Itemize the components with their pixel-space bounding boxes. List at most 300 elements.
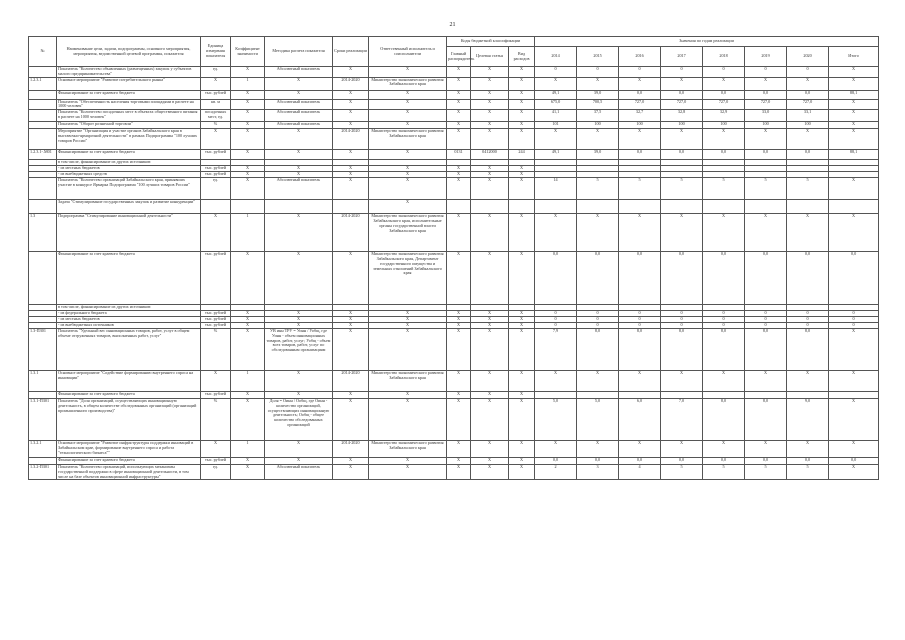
row-kbk-grbs: X bbox=[447, 214, 471, 252]
row-year-value: 0 bbox=[787, 310, 829, 316]
row-year-value: 100 bbox=[745, 122, 787, 129]
row-number bbox=[29, 67, 57, 78]
row-kbk-type: X bbox=[509, 178, 535, 200]
row-name: в том числе, финансирование из других источников: bbox=[57, 160, 201, 166]
row-number: 1.3-ПЗ01 bbox=[29, 328, 57, 370]
row-weight: 1 bbox=[231, 440, 265, 457]
row-kbk-grbs: 0131 bbox=[447, 150, 471, 160]
row-year-value: X bbox=[619, 129, 661, 150]
row-kbk-type: X bbox=[509, 77, 535, 90]
row-year-value: 0,0 bbox=[703, 457, 745, 464]
row-term: X bbox=[333, 150, 369, 160]
table-row bbox=[29, 370, 879, 391]
row-weight: X bbox=[231, 316, 265, 322]
row-year-value: 0 bbox=[577, 67, 619, 78]
row-total: 0,0 bbox=[829, 457, 879, 464]
row-kbk-grbs: X bbox=[447, 110, 471, 122]
row-method: X bbox=[265, 440, 333, 457]
header-year: 2016 bbox=[619, 47, 661, 67]
row-kbk-target: X bbox=[471, 67, 509, 78]
row-executor: X bbox=[369, 67, 447, 78]
row-name: Показатель "Количество организаций Забайкальского края, принявших участие в конкурсе Ярмарка Подпрограмма "100 лучших товаров России" bbox=[57, 178, 201, 200]
row-name: - из местных бюджетов bbox=[57, 166, 201, 172]
row-weight: X bbox=[231, 310, 265, 316]
row-year-value: 5 bbox=[787, 178, 829, 200]
row-year-value: 5,0 bbox=[577, 398, 619, 440]
header-kbk: Коды бюджетной классификации bbox=[447, 37, 535, 47]
table-row bbox=[29, 398, 879, 440]
row-kbk-grbs: X bbox=[447, 67, 471, 78]
header-year: 2020 bbox=[787, 47, 829, 67]
row-kbk-grbs: X bbox=[447, 122, 471, 129]
row-year-value bbox=[745, 200, 787, 214]
row-year-value: 0,0 bbox=[745, 457, 787, 464]
row-year-value: 32,7 bbox=[619, 110, 661, 122]
row-kbk-grbs: X bbox=[447, 391, 471, 398]
row-year-value: 33,1 bbox=[787, 110, 829, 122]
row-number bbox=[29, 252, 57, 305]
row-year-value: 49,1 bbox=[535, 90, 577, 99]
row-year-value: 8,0 bbox=[787, 328, 829, 370]
row-year-value bbox=[661, 200, 703, 214]
row-unit: тыс. рублей bbox=[201, 457, 231, 464]
header-executor: Ответственный исполнитель и соисполнители bbox=[369, 37, 447, 67]
row-year-value: 0 bbox=[703, 310, 745, 316]
row-executor: X bbox=[369, 122, 447, 129]
program-table bbox=[28, 36, 879, 480]
row-executor: X bbox=[369, 150, 447, 160]
row-term: X bbox=[333, 110, 369, 122]
row-unit bbox=[201, 200, 231, 214]
row-year-value: 5 bbox=[661, 178, 703, 200]
row-year-value: 0 bbox=[787, 316, 829, 322]
row-weight: X bbox=[231, 391, 265, 398]
row-total: X bbox=[829, 67, 879, 78]
row-year-value: 0,0 bbox=[745, 252, 787, 305]
row-year-value: X bbox=[703, 129, 745, 150]
row-kbk-target: X bbox=[471, 370, 509, 391]
row-kbk-type: X bbox=[509, 122, 535, 129]
row-unit: кв. м bbox=[201, 99, 231, 110]
row-year-value: 5 bbox=[661, 464, 703, 479]
row-total bbox=[829, 200, 879, 214]
row-term: 2014-2020 bbox=[333, 129, 369, 150]
row-weight: X bbox=[231, 398, 265, 440]
row-year-value: 0 bbox=[703, 316, 745, 322]
row-name: Показатель "Доля организаций, осуществляющих инновационную деятельность, в общем количестве обследованных организаций (организаций промышленного производства)" bbox=[57, 398, 201, 440]
row-kbk-target: X bbox=[471, 398, 509, 440]
row-name: Задача "Стимулирование государственных закупок и развитие конкуренции" bbox=[57, 200, 201, 214]
row-year-value: 32,8 bbox=[661, 110, 703, 122]
row-kbk-grbs: X bbox=[447, 457, 471, 464]
row-weight: X bbox=[231, 464, 265, 479]
row-number bbox=[29, 90, 57, 99]
row-year-value: 39,0 bbox=[577, 90, 619, 99]
row-year-value: 5,0 bbox=[535, 398, 577, 440]
row-number bbox=[29, 110, 57, 122]
row-weight: X bbox=[231, 328, 265, 370]
row-year-value: X bbox=[535, 440, 577, 457]
row-executor: X bbox=[369, 457, 447, 464]
table-row bbox=[29, 440, 879, 457]
row-term: X bbox=[333, 391, 369, 398]
row-name: Финансирование за счет краевого бюджета bbox=[57, 252, 201, 305]
row-kbk-target: X bbox=[471, 166, 509, 172]
row-year-value: 0 bbox=[577, 322, 619, 328]
row-name: - из местных бюджетов bbox=[57, 316, 201, 322]
row-number: 1.3.1-ПЗ01 bbox=[29, 398, 57, 440]
row-weight: X bbox=[231, 172, 265, 178]
row-kbk-target: X bbox=[471, 310, 509, 316]
row-kbk-target: X bbox=[471, 110, 509, 122]
row-year-value: X bbox=[703, 214, 745, 252]
row-year-value: 0,0 bbox=[577, 457, 619, 464]
row-unit: тыс. рублей bbox=[201, 252, 231, 305]
row-kbk-target: X bbox=[471, 99, 509, 110]
row-year-value: 0,0 bbox=[787, 150, 829, 160]
row-unit: X bbox=[201, 214, 231, 252]
row-year-value: 100 bbox=[703, 122, 745, 129]
row-kbk-target: X bbox=[471, 77, 509, 90]
row-kbk-type: X bbox=[509, 110, 535, 122]
row-unit: тыс. рублей bbox=[201, 90, 231, 99]
row-name: - из федерального бюджета bbox=[57, 310, 201, 316]
row-kbk-type: X bbox=[509, 67, 535, 78]
row-year-value: 0,0 bbox=[703, 150, 745, 160]
row-kbk-type: X bbox=[509, 391, 535, 398]
row-year-value: 5 bbox=[703, 464, 745, 479]
row-year-value: 700,5 bbox=[577, 99, 619, 110]
row-total: 0 bbox=[829, 316, 879, 322]
row-unit: X bbox=[201, 129, 231, 150]
row-kbk-target: X bbox=[471, 464, 509, 479]
row-term: 2014-2020 bbox=[333, 370, 369, 391]
row-year-value: 39,0 bbox=[577, 150, 619, 160]
row-method bbox=[265, 200, 333, 214]
row-year-value: 8,0 bbox=[703, 328, 745, 370]
row-year-value: X bbox=[703, 440, 745, 457]
row-kbk-grbs: X bbox=[447, 398, 471, 440]
row-number: 1.2.3.1 bbox=[29, 77, 57, 90]
row-kbk-grbs: X bbox=[447, 99, 471, 110]
row-weight: 1 bbox=[231, 77, 265, 90]
row-kbk-type: X bbox=[509, 440, 535, 457]
row-unit: X bbox=[201, 77, 231, 90]
row-year-value: X bbox=[745, 370, 787, 391]
row-year-value: 727,0 bbox=[619, 99, 661, 110]
row-year-value: 0 bbox=[745, 67, 787, 78]
row-year-value: 0 bbox=[787, 67, 829, 78]
row-total: 0,0 bbox=[829, 252, 879, 305]
row-kbk-type: X bbox=[509, 457, 535, 464]
row-unit: % bbox=[201, 328, 231, 370]
row-method: X bbox=[265, 391, 333, 398]
table-row bbox=[29, 110, 879, 122]
row-year-value: 0 bbox=[703, 67, 745, 78]
table-row bbox=[29, 99, 879, 110]
row-year-value: 0 bbox=[619, 67, 661, 78]
row-kbk-grbs: X bbox=[447, 310, 471, 316]
row-kbk-grbs: X bbox=[447, 129, 471, 150]
row-name: Основное мероприятие "Содействие формированию внутреннего спроса на инновации" bbox=[57, 370, 201, 391]
row-year-value: 0,0 bbox=[619, 457, 661, 464]
row-kbk-type: 244 bbox=[509, 150, 535, 160]
row-term: 2014-2020 bbox=[333, 440, 369, 457]
row-executor: X bbox=[369, 322, 447, 328]
header-kbk-grbs: Главный распорядитель bbox=[447, 47, 471, 67]
row-year-value: 0,0 bbox=[703, 252, 745, 305]
row-name: Показатель "Обеспеченность населения торговыми площадями в расчете на 1000 человек" bbox=[57, 99, 201, 110]
row-year-value: X bbox=[619, 77, 661, 90]
row-kbk-target: X bbox=[471, 90, 509, 99]
row-unit: тыс. рублей bbox=[201, 150, 231, 160]
row-year-value: X bbox=[661, 370, 703, 391]
row-name: Мероприятие "Организация и участие органов Забайкальского края в выставочно-ярмарочной деятельности" в рамках Подпрограммы "100 лучших товаров России" bbox=[57, 129, 201, 150]
row-unit: X bbox=[201, 370, 231, 391]
row-total: 0 bbox=[829, 310, 879, 316]
row-method: X bbox=[265, 457, 333, 464]
row-term: X bbox=[333, 464, 369, 479]
row-kbk-type: X bbox=[509, 310, 535, 316]
row-name: Основное мероприятие "Развитие потребительского рынка" bbox=[57, 77, 201, 90]
row-year-value: X bbox=[535, 77, 577, 90]
row-kbk-target: X bbox=[471, 322, 509, 328]
row-year-value: X bbox=[787, 129, 829, 150]
header-unit: Единица измерения показателя bbox=[201, 37, 231, 67]
row-total: X bbox=[829, 214, 879, 252]
row-year-value bbox=[787, 200, 829, 214]
row-method: УВ инн ТРУ = Уинн / Уобщ, где Уинн - объем инновационных товаров, работ, услуг; Уобщ - объем всех товаров, работ, услуг по обследованным организациям bbox=[265, 328, 333, 370]
row-year-value: 101 bbox=[535, 122, 577, 129]
row-year-value: 100 bbox=[619, 122, 661, 129]
row-kbk-type: X bbox=[509, 398, 535, 440]
row-weight: X bbox=[231, 129, 265, 150]
row-year-value: 32,9 bbox=[703, 110, 745, 122]
row-term: X bbox=[333, 67, 369, 78]
row-year-value: 0,0 bbox=[535, 252, 577, 305]
row-unit: ед. bbox=[201, 178, 231, 200]
row-year-value: 0 bbox=[661, 67, 703, 78]
row-year-value: X bbox=[703, 77, 745, 90]
row-year-value: X bbox=[577, 77, 619, 90]
row-method: X bbox=[265, 172, 333, 178]
row-kbk-type: X bbox=[509, 172, 535, 178]
row-executor: X bbox=[369, 310, 447, 316]
row-kbk-grbs: X bbox=[447, 322, 471, 328]
row-year-value: 0 bbox=[703, 322, 745, 328]
row-executor: X bbox=[369, 391, 447, 398]
row-year-value: 8,0 bbox=[577, 328, 619, 370]
row-kbk-target: X bbox=[471, 172, 509, 178]
row-term: X bbox=[333, 178, 369, 200]
row-kbk-type: X bbox=[509, 328, 535, 370]
row-term: X bbox=[333, 166, 369, 172]
row-year-value: 0 bbox=[661, 322, 703, 328]
row-name: Финансирование за счет краевого бюджета bbox=[57, 90, 201, 99]
row-year-value: 49,1 bbox=[535, 150, 577, 160]
row-year-value: X bbox=[787, 214, 829, 252]
header-year: 2018 bbox=[703, 47, 745, 67]
row-weight: X bbox=[231, 99, 265, 110]
row-year-value: X bbox=[535, 214, 577, 252]
table-row bbox=[29, 464, 879, 479]
row-method: X bbox=[265, 316, 333, 322]
row-year-value: X bbox=[619, 370, 661, 391]
row-year-value: 0,0 bbox=[787, 90, 829, 99]
row-number bbox=[29, 178, 57, 200]
header-year: 2014 bbox=[535, 47, 577, 67]
table-row bbox=[29, 67, 879, 78]
row-kbk-grbs: X bbox=[447, 166, 471, 172]
row-method: X bbox=[265, 252, 333, 305]
row-kbk-target: X bbox=[471, 214, 509, 252]
row-year-value: X bbox=[787, 370, 829, 391]
row-kbk-type: X bbox=[509, 166, 535, 172]
header-kbk-type: Вид расходов bbox=[509, 47, 535, 67]
table-row bbox=[29, 150, 879, 160]
header-year: 2015 bbox=[577, 47, 619, 67]
row-total: 88,1 bbox=[829, 150, 879, 160]
row-year-value: X bbox=[619, 214, 661, 252]
row-year-value: 100 bbox=[577, 122, 619, 129]
row-kbk-grbs: X bbox=[447, 440, 471, 457]
row-year-value bbox=[703, 200, 745, 214]
row-year-value: 0,0 bbox=[661, 457, 703, 464]
row-year-value: 0,0 bbox=[661, 150, 703, 160]
row-weight: X bbox=[231, 90, 265, 99]
row-term: 2014-2020 bbox=[333, 214, 369, 252]
row-number: 1.3 bbox=[29, 214, 57, 252]
row-total: 88,1 bbox=[829, 90, 879, 99]
row-year-value: 0,0 bbox=[787, 252, 829, 305]
row-year-value: 14 bbox=[535, 178, 577, 200]
row-kbk-type: X bbox=[509, 316, 535, 322]
row-term: X bbox=[333, 398, 369, 440]
row-total: 0 bbox=[829, 322, 879, 328]
row-year-value: 0 bbox=[535, 310, 577, 316]
row-unit: тыс. рублей bbox=[201, 322, 231, 328]
row-year-value: X bbox=[661, 77, 703, 90]
row-year-value: 4 bbox=[619, 464, 661, 479]
row-year-value: 0 bbox=[745, 322, 787, 328]
row-year-value: 727,0 bbox=[703, 99, 745, 110]
row-term: X bbox=[333, 99, 369, 110]
row-unit: тыс. рублей bbox=[201, 166, 231, 172]
row-method: Абсолютный показатель bbox=[265, 464, 333, 479]
row-weight: X bbox=[231, 122, 265, 129]
row-year-value: 0 bbox=[787, 322, 829, 328]
row-term bbox=[333, 200, 369, 214]
row-kbk-target: X bbox=[471, 122, 509, 129]
row-total: X bbox=[829, 99, 879, 110]
row-total: X bbox=[829, 464, 879, 479]
row-executor: X bbox=[369, 172, 447, 178]
row-year-value: 5 bbox=[703, 178, 745, 200]
row-kbk-type: X bbox=[509, 464, 535, 479]
row-weight: X bbox=[231, 166, 265, 172]
row-executor: X bbox=[369, 166, 447, 172]
row-kbk-target bbox=[471, 200, 509, 214]
row-kbk-grbs: X bbox=[447, 172, 471, 178]
row-method: X bbox=[265, 150, 333, 160]
row-year-value: X bbox=[535, 129, 577, 150]
row-executor: X bbox=[369, 178, 447, 200]
row-term: 2014-2020 bbox=[333, 77, 369, 90]
header-weight: Коэффициент значимости bbox=[231, 37, 265, 67]
row-kbk-target: 0412000 bbox=[471, 150, 509, 160]
row-method: X bbox=[265, 370, 333, 391]
row-year-value: 0 bbox=[535, 67, 577, 78]
row-term: X bbox=[333, 90, 369, 99]
row-kbk-type: X bbox=[509, 90, 535, 99]
row-year-value: 0 bbox=[577, 316, 619, 322]
row-unit: тыс. рублей bbox=[201, 391, 231, 398]
row-method: Абсолютный показатель bbox=[265, 178, 333, 200]
row-kbk-target: X bbox=[471, 391, 509, 398]
row-year-value: 5 bbox=[745, 464, 787, 479]
page-number: 21 bbox=[449, 22, 456, 28]
row-executor: X bbox=[369, 316, 447, 322]
row-year-value: 727,0 bbox=[745, 99, 787, 110]
row-weight: X bbox=[231, 322, 265, 328]
row-executor: Министерство экономического развития Забайкальского края bbox=[369, 440, 447, 457]
table-row bbox=[29, 178, 879, 200]
row-year-value: 0 bbox=[745, 310, 787, 316]
row-executor: Министерство экономического развития Забайкальского края bbox=[369, 129, 447, 150]
row-term: X bbox=[333, 172, 369, 178]
row-term: X bbox=[333, 328, 369, 370]
row-weight: X bbox=[231, 110, 265, 122]
row-kbk-grbs: X bbox=[447, 328, 471, 370]
table-row bbox=[29, 214, 879, 252]
row-weight bbox=[231, 200, 265, 214]
row-name: - из внебюджетных источников bbox=[57, 322, 201, 328]
row-year-value: X bbox=[577, 370, 619, 391]
row-kbk-type: X bbox=[509, 214, 535, 252]
row-year-value: 33,0 bbox=[745, 110, 787, 122]
row-year-value: 0,0 bbox=[577, 252, 619, 305]
row-name: Основное мероприятие "Развитие инфраструктуры поддержки инноваций в Забайкальском крае, формирование внутреннего спроса и работа "технологического бизнеса"" bbox=[57, 440, 201, 457]
row-method: Абсолютный показатель bbox=[265, 122, 333, 129]
row-name: Финансирование за счет краевого бюджета bbox=[57, 391, 201, 398]
row-year-value: 0 bbox=[661, 316, 703, 322]
row-executor: X bbox=[369, 200, 447, 214]
row-year-value: 8,0 bbox=[703, 398, 745, 440]
row-number: 1.3.1 bbox=[29, 370, 57, 391]
row-year-value: 0,0 bbox=[619, 252, 661, 305]
row-name: Показатель "Количество организаций, использующих механизмы государственной поддержки в сфере инновационной деятельности, в том числе на базе объектов инновационной инфраструктуры" bbox=[57, 464, 201, 479]
row-year-value: 5 bbox=[745, 178, 787, 200]
row-year-value: X bbox=[745, 129, 787, 150]
row-number: 1.2.3.1-.М01 bbox=[29, 150, 57, 160]
row-year-value bbox=[577, 200, 619, 214]
row-year-value: X bbox=[577, 440, 619, 457]
row-weight: X bbox=[231, 457, 265, 464]
row-unit: тыс. рублей bbox=[201, 310, 231, 316]
row-total: X bbox=[829, 178, 879, 200]
row-number: 1.3.2.1 bbox=[29, 440, 57, 457]
row-number: 1.3.2-ПЗ01 bbox=[29, 464, 57, 479]
row-executor: X bbox=[369, 110, 447, 122]
row-method: X bbox=[265, 310, 333, 316]
row-name: Показатель "Удельный вес инновационных товаров, работ, услуг в общем объеме отгруженных товаров, выполненных работ, услуг" bbox=[57, 328, 201, 370]
row-method: X bbox=[265, 129, 333, 150]
row-kbk-grbs: X bbox=[447, 370, 471, 391]
row-name: Показатель "Количество посадочных мест в объектах общественного питания в расчете на 1000 человек" bbox=[57, 110, 201, 122]
row-year-value: 0 bbox=[619, 322, 661, 328]
row-name: Показатель "Количество объявленных (размещенных) закупок у субъектов малого предпринимательства" bbox=[57, 67, 201, 78]
row-total: X bbox=[829, 370, 879, 391]
